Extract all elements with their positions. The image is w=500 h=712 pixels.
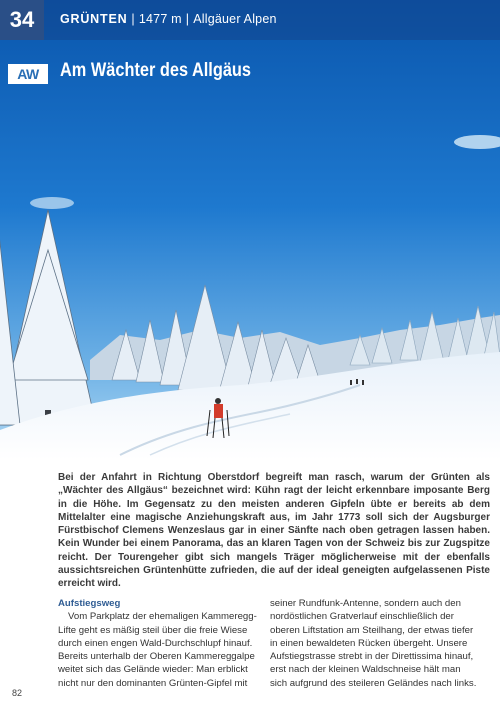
- region: Allgäuer Alpen: [193, 12, 277, 26]
- text-line: weitet sich das Gelände wieder: Man erblickt: [58, 664, 248, 676]
- page-title: Am Wächter des Allgäus: [60, 60, 251, 81]
- intro-paragraph: Bei der Anfahrt in Richtung Oberstdorf begreift man rasch, warum der Grünten als „Wächter des Allgäus“ bezeichnet wird: Kühn ragt der leicht erkennbare imposante Berg in die Höhe. Im Gegensatz zu den meisten anderen Gipfeln übte er bereits ab dem Mittelalter eine magische Anziehungskraft aus, im Jahr 1773 soll sich der Augsburger Fürstbischof Clemens Wenzeslaus gar in einer Sänfte nach oben getragen lassen haben. Kein Wunder bei einem Panorama, das an klaren Tagen von der Schweiz bis zur Zugspitze reicht. Der Tourengeher gibt sich mangels Träger möglicherweise mit der ebenfalls aussichtsreichen Grüntenhütte zufrieden, die auf der ideal geneigten aufgelassenen Piste erreicht wird.: [58, 472, 490, 590]
- altitude: 1477 m: [138, 12, 182, 26]
- text-line: Bereits unterhalb der Oberen Kammereggalpe: [58, 651, 255, 663]
- text-line: nordöstlichen Gratverlauf einschließlich der: [270, 611, 454, 623]
- header-separator: |: [131, 12, 135, 26]
- text-line: oberen Liftstation am Steilhang, der etwas tiefer: [270, 624, 474, 636]
- text-line: Lifte geht es mäßig steil über die freie Wiese: [58, 624, 248, 636]
- section-heading: Aufstiegsweg: [58, 598, 121, 609]
- header-bar: [44, 0, 500, 40]
- tour-number-badge: 34: [0, 0, 44, 40]
- text-line: erst nach der kleinen Waldschneise hält man: [270, 664, 461, 676]
- difficulty-badge: AW: [8, 64, 48, 84]
- text-line: seiner Rundfunk-Antenne, sondern auch den: [270, 598, 461, 609]
- text-line: sich aufgrund des steileren Geländes nach links.: [270, 677, 477, 689]
- text-line: in einen bewaldeten Rücken übergeht. Unsere: [270, 637, 468, 649]
- text-line: nicht nur den dominanten Grünten-Gipfel mit: [58, 677, 248, 689]
- header-separator: |: [185, 12, 190, 26]
- peak-name: GRÜNTEN: [60, 12, 128, 26]
- text-line: Vom Parkplatz der ehemaligen Kammeregg-: [68, 611, 257, 623]
- text-line: Aufstiegstrasse strebt in der Direttissima hinauf,: [270, 651, 474, 663]
- text-line: durch einen engen Wald-Durchschlupf hinauf.: [58, 637, 253, 649]
- tour-header: [60, 12, 277, 26]
- text-column-right: [270, 597, 476, 690]
- page-number: 82: [12, 688, 23, 698]
- cloud: [30, 197, 74, 209]
- text-column-left: [58, 597, 264, 690]
